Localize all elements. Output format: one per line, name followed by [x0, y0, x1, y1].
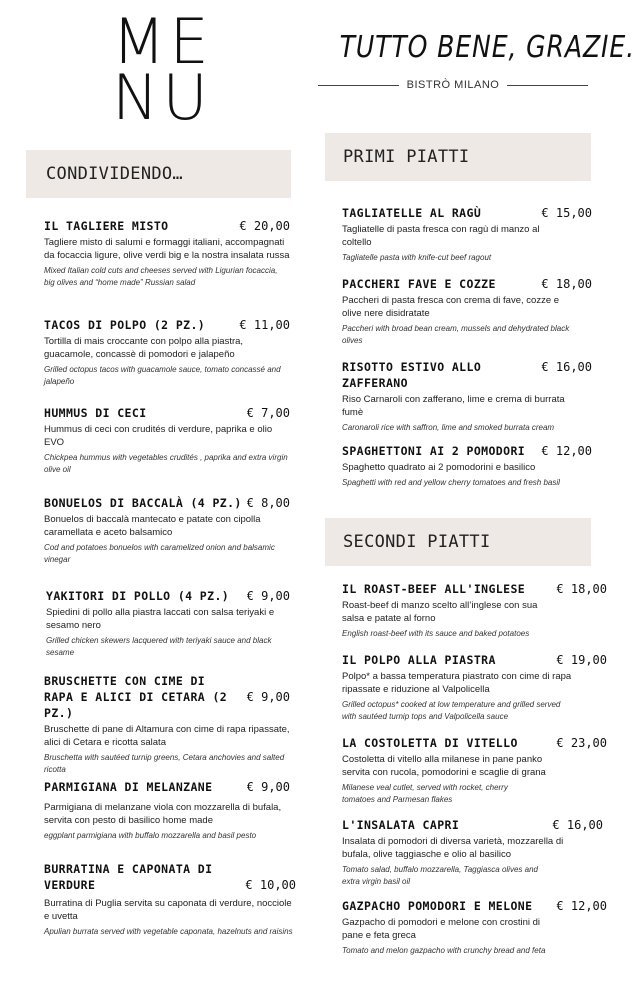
- item-description: Tortilla di mais croccante con polpo alla piastra, guacamole, concassè di pomodori e jalapeño: [44, 336, 244, 360]
- menu-item: [342, 276, 592, 346]
- section-title: SECONDI PIATTI: [343, 532, 491, 552]
- menu-item: [342, 898, 607, 957]
- item-english: Bruschetta with sautéed turnip greens, Cetara anchovies and salted ricotta: [44, 753, 285, 774]
- menu-item: [44, 495, 290, 565]
- menu-item: [342, 817, 603, 887]
- item-name: GAZPACHO POMODORI E MELONE: [342, 899, 533, 913]
- item-english: Milanese veal cutlet, served with rocket, cherry tomatoes and Parmesan flakes: [342, 783, 508, 804]
- item-name: PARMIGIANA DI MELANZANE: [44, 780, 213, 794]
- item-price: € 7,00: [246, 406, 290, 420]
- item-price: € 18,00: [541, 277, 592, 291]
- item-english: Caronaroli rice with saffron, lime and smoked burrata cream: [342, 423, 555, 432]
- item-price: € 16,00: [541, 360, 592, 374]
- item-description: Roast-beef di manzo scelto all’inglese con sua salsa e patate al forno: [342, 600, 538, 624]
- item-description: Costoletta di vitello alla milanese in pane panko servita con rucola, pomodorini e scaglie di grana: [342, 754, 546, 778]
- item-price: € 8,00: [246, 496, 290, 510]
- item-price: € 12,00: [556, 899, 607, 913]
- item-description: Hummus di ceci con crudités di verdure, paprika e olio EVO: [44, 424, 273, 448]
- item-description: Tagliere misto di salumi e formaggi italiani, accompagnati da focaccia ligure, olive verdi big e la nostra insalata russa: [44, 237, 290, 261]
- section-header-secondi: [325, 518, 591, 566]
- section-title: PRIMI PIATTI: [343, 147, 470, 167]
- menu-item: [44, 405, 290, 475]
- item-english: eggplant parmigiana with buffalo mozzarella and basil pesto: [44, 831, 257, 840]
- item-description: Parmigiana di melanzane viola con mozzarella di bufala, servita con pesto di basilico home made: [44, 802, 282, 826]
- section-header-primi: [325, 133, 591, 181]
- item-price: € 15,00: [541, 206, 592, 220]
- item-price: € 9,00: [246, 690, 290, 704]
- menu-item: [44, 779, 290, 842]
- menu-title-line-1: ME: [112, 5, 213, 78]
- item-name: IL TAGLIERE MISTO: [44, 219, 169, 233]
- item-english: Grilled octopus* cooked at low temperature and grilled served with sautéed turnip tops and Valpolicella sauce: [342, 700, 561, 721]
- brand-subtitle-row: [318, 79, 588, 91]
- item-name: TAGLIATELLE AL RAGÙ: [342, 206, 482, 220]
- item-description: Insalata di pomodori di diversa varietà, mozzarella di bufala, olive taggiasche e olio al basilico: [342, 836, 564, 860]
- item-description: Polpo* a bassa temperatura piastrato con cime di rapa ripassate e riduzione al Valpolicella: [342, 671, 572, 695]
- item-english: Grilled chicken skewers lacquered with teriyaki sauce and black sesame: [46, 636, 272, 657]
- item-price: € 9,00: [246, 780, 290, 794]
- menu-item: [342, 652, 607, 722]
- menu-item: [342, 581, 607, 640]
- item-name: TACOS DI POLPO (2 PZ.): [44, 318, 206, 332]
- item-name: BRUSCHETTE CON CIME DI RAPA E ALICI DI CETARA (2 PZ.): [44, 674, 228, 720]
- item-description: Gazpacho di pomodori e melone con crostini di pane e feta greca: [342, 917, 541, 941]
- item-description: Tagliatelle di pasta fresca con ragù di manzo al coltello: [342, 224, 540, 248]
- item-price: € 10,00: [245, 878, 296, 892]
- item-description: Burratina di Puglia servita su caponata di verdure, nocciole e uvetta: [44, 898, 292, 922]
- section-header-condividendo: [26, 150, 291, 198]
- item-description: Spaghetto quadrato ai 2 pomodorini e basilico: [342, 462, 536, 473]
- item-name: L'INSALATA CAPRI: [342, 818, 460, 832]
- item-english: Mixed Italian cold cuts and cheeses served with Ligurian focaccia, big olives and “home made” Russian salad: [44, 266, 278, 287]
- item-description: Bonuelos di baccalà mantecato e patate con cipolla caramellata e aceto balsamico: [44, 514, 261, 538]
- item-price: € 19,00: [556, 653, 607, 667]
- divider: [507, 85, 588, 86]
- menu-item: [342, 359, 592, 434]
- item-price: € 23,00: [556, 736, 607, 750]
- item-english: Apulian burrata served with vegetable caponata, hazelnuts and raisins: [44, 927, 293, 936]
- item-description: Bruschette di pane di Altamura con cime di rapa ripassate, alici di Cetara e ricotta salata: [44, 724, 290, 748]
- section-title: CONDIVIDENDO…: [46, 164, 183, 184]
- item-price: € 11,00: [239, 318, 290, 332]
- brand-title: TUTTO BENE, GRAZIE.: [339, 30, 635, 65]
- menu-item: [44, 673, 290, 775]
- item-english: Tomato and melon gazpacho with crunchy bread and feta: [342, 946, 546, 955]
- item-price: € 20,00: [239, 219, 290, 233]
- item-english: Paccheri with broad bean cream, mussels and dehydrated black olives: [342, 324, 570, 345]
- item-name: BONUELOS DI BACCALÀ (4 PZ.): [44, 496, 242, 510]
- menu-item: [46, 588, 290, 658]
- item-price: € 16,00: [552, 818, 603, 832]
- item-name: PACCHERI FAVE E COZZE: [342, 277, 496, 291]
- item-english: Spaghetti with red and yellow cherry tomatoes and fresh basil: [342, 478, 560, 487]
- menu-item: [44, 218, 290, 288]
- item-english: Tomato salad, buffalo mozzarella, Taggiasca olives and extra virgin basil oil: [342, 865, 538, 886]
- item-description: Spiedini di pollo alla piastra laccati con salsa teriyaki e sesamo nero: [46, 607, 275, 631]
- menu-item: [342, 205, 592, 264]
- item-name: LA COSTOLETTA DI VITELLO: [342, 736, 518, 750]
- item-name: RISOTTO ESTIVO ALLO ZAFFERANO: [342, 360, 482, 390]
- item-english: Chickpea hummus with vegetables crudités , paprika and extra virgin olive oil: [44, 453, 288, 474]
- item-english: Grilled octopus tacos with guacamole sauce, tomato concassé and jalapeño: [44, 365, 281, 386]
- brand-subtitle: BISTRÒ MILANO: [406, 79, 500, 91]
- item-name: YAKITORI DI POLLO (4 PZ.): [46, 589, 230, 603]
- menu-item: [44, 317, 290, 387]
- item-name: HUMMUS DI CECI: [44, 406, 147, 420]
- item-english: Cod and potatoes bonuelos with caramelized onion and balsamic vinegar: [44, 543, 275, 564]
- menu-item: [342, 443, 592, 489]
- menu-title-line-2: NU: [112, 61, 212, 134]
- item-english: English roast-beef with its sauce and baked potatoes: [342, 629, 530, 638]
- menu-title: [112, 5, 222, 134]
- item-description: Riso Carnaroli con zafferano, lime e crema di burrata fumè: [342, 394, 565, 418]
- menu-item: [342, 735, 607, 805]
- item-name: IL POLPO ALLA PIASTRA: [342, 653, 496, 667]
- item-description: Paccheri di pasta fresca con crema di fave, cozze e olive nere disidratate: [342, 295, 560, 319]
- divider: [318, 85, 399, 86]
- item-name: SPAGHETTONI AI 2 POMODORI: [342, 444, 526, 458]
- item-price: € 9,00: [246, 589, 290, 603]
- item-price: € 18,00: [556, 582, 607, 596]
- item-name: BURRATINA E CAPONATA DI VERDURE: [44, 862, 213, 892]
- menu-item: [44, 861, 296, 938]
- item-price: € 12,00: [541, 444, 592, 458]
- item-name: IL ROAST-BEEF ALL'INGLESE: [342, 582, 526, 596]
- item-english: Tagliatelle pasta with knife-cut beef ragout: [342, 253, 492, 262]
- brand-logo: [318, 30, 635, 91]
